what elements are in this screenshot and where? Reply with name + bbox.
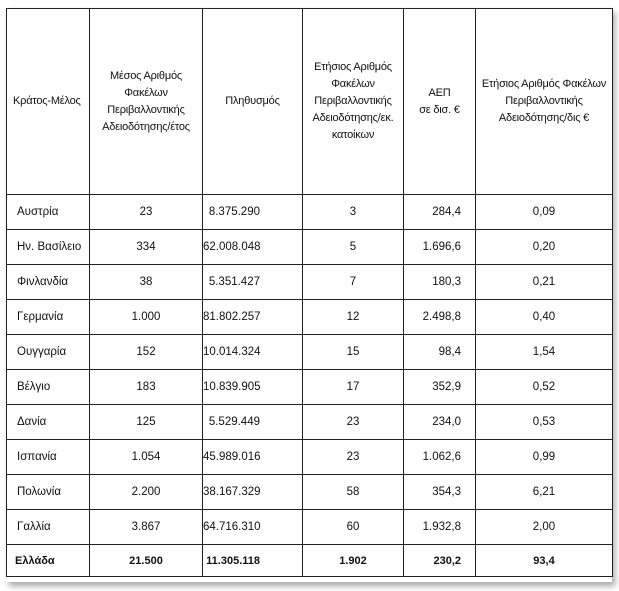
table-frame [6,8,612,582]
cell-files-per-billion: 93,4 [476,545,613,577]
cell-country: Ουγγαρία [7,335,90,370]
cell-files-per-billion: 2,00 [476,510,613,545]
table-row [7,440,613,475]
table-row [7,370,613,405]
cell-avg-files: 1.000 [90,300,203,335]
cell-gdp: 234,0 [404,405,476,440]
header-line: Πληθυσμός [225,95,280,107]
cell-population: 5.351.427 [203,265,303,300]
header-line: Περιβαλλοντικής [314,95,392,107]
header-gdp [404,9,476,195]
cell-gdp: 180,3 [404,265,476,300]
cell-country: Αυστρία [7,195,90,230]
cell-files-per-billion: 0,40 [476,300,613,335]
table-row [7,265,613,300]
cell-files-per-million: 12 [303,300,404,335]
header-line: Ετήσιος Αριθμός [314,61,392,73]
table-row [7,475,613,510]
cell-files-per-billion: 1,54 [476,335,613,370]
table-row [7,335,613,370]
cell-country: Γαλλία [7,510,90,545]
header-line: κατοίκων [331,129,375,141]
cell-files-per-billion: 0,09 [476,195,613,230]
cell-population: 10.014.324 [203,335,303,370]
cell-avg-files: 2.200 [90,475,203,510]
cell-files-per-billion: 0,53 [476,405,613,440]
cell-country: Γερμανία [7,300,90,335]
cell-gdp: 2.498,8 [404,300,476,335]
cell-country: Πολωνία [7,475,90,510]
table-row [7,195,613,230]
cell-population: 5.529.449 [203,405,303,440]
cell-population: 38.167.329 [203,475,303,510]
cell-avg-files: 21.500 [90,545,203,577]
cell-population: 64.716.310 [203,510,303,545]
cell-files-per-billion: 0,99 [476,440,613,475]
total-row [7,545,613,577]
cell-gdp: 98,4 [404,335,476,370]
cell-files-per-million: 5 [303,230,404,265]
table-row [7,300,613,335]
cell-avg-files: 334 [90,230,203,265]
header-files-per-million-inhabitants [303,9,404,195]
environmental-licensing-table [6,8,613,577]
cell-files-per-million: 1.902 [303,545,404,577]
table-row [7,230,613,265]
header-avg-files-per-year [90,9,203,195]
cell-avg-files: 23 [90,195,203,230]
header-line: ΑΕΠ [428,86,451,99]
cell-gdp: 352,9 [404,370,476,405]
cell-population: 11.305.118 [203,545,303,577]
cell-country: Φινλανδία [7,265,90,300]
cell-population: 45.989.016 [203,440,303,475]
cell-gdp: 354,3 [404,475,476,510]
cell-gdp: 1.696,6 [404,230,476,265]
table-row [7,405,613,440]
cell-country: Ην. Βασίλειο [7,230,90,265]
cell-files-per-million: 15 [303,335,404,370]
cell-files-per-million: 3 [303,195,404,230]
header-member-state [7,9,90,195]
cell-files-per-million: 7 [303,265,404,300]
header-line: Φακέλων [331,78,375,90]
cell-files-per-billion: 0,20 [476,230,613,265]
cell-files-per-million: 23 [303,440,404,475]
header-files-per-billion-eur [476,9,613,195]
cell-population: 8.375.290 [203,195,303,230]
cell-files-per-million: 17 [303,370,404,405]
header-line: Κράτος-Μέλος [13,95,81,107]
cell-avg-files: 38 [90,265,203,300]
cell-population: 62.008.048 [203,230,303,265]
cell-files-per-billion: 6,21 [476,475,613,510]
cell-files-per-million: 60 [303,510,404,545]
header-population [203,9,303,195]
cell-avg-files: 3.867 [90,510,203,545]
header-line: Αδειοδότησης/έτος [102,120,190,133]
header-line: Αδειοδότησης/εκ. [312,112,394,124]
header-line: Αδειοδότησης/δις € [498,112,590,124]
cell-gdp: 230,2 [404,545,476,577]
cell-country: Ισπανία [7,440,90,475]
header-row [7,9,613,195]
header-line: Μέσος Αριθμός [109,69,183,82]
cell-avg-files: 1.054 [90,440,203,475]
cell-gdp: 1.062,6 [404,440,476,475]
cell-country: Δανία [7,405,90,440]
cell-avg-files: 125 [90,405,203,440]
header-line: Περιβαλλοντικής [505,95,583,107]
header-line: Ετήσιος Αριθμός Φακέλων [481,78,607,90]
table-body [7,195,613,577]
cell-country: Ελλάδα [7,545,90,577]
cell-files-per-billion: 0,21 [476,265,613,300]
table-row [7,510,613,545]
cell-avg-files: 152 [90,335,203,370]
cell-files-per-billion: 0,52 [476,370,613,405]
cell-avg-files: 183 [90,370,203,405]
cell-gdp: 284,4 [404,195,476,230]
cell-files-per-million: 23 [303,405,404,440]
cell-population: 10.839.905 [203,370,303,405]
header-line: σε δισ. € [419,103,460,116]
cell-gdp: 1.932,8 [404,510,476,545]
cell-country: Βέλγιο [7,370,90,405]
header-line: Φακέλων [124,86,168,99]
header-line: Περιβαλλοντικής [107,103,185,116]
cell-population: 81.802.257 [203,300,303,335]
cell-files-per-million: 58 [303,475,404,510]
